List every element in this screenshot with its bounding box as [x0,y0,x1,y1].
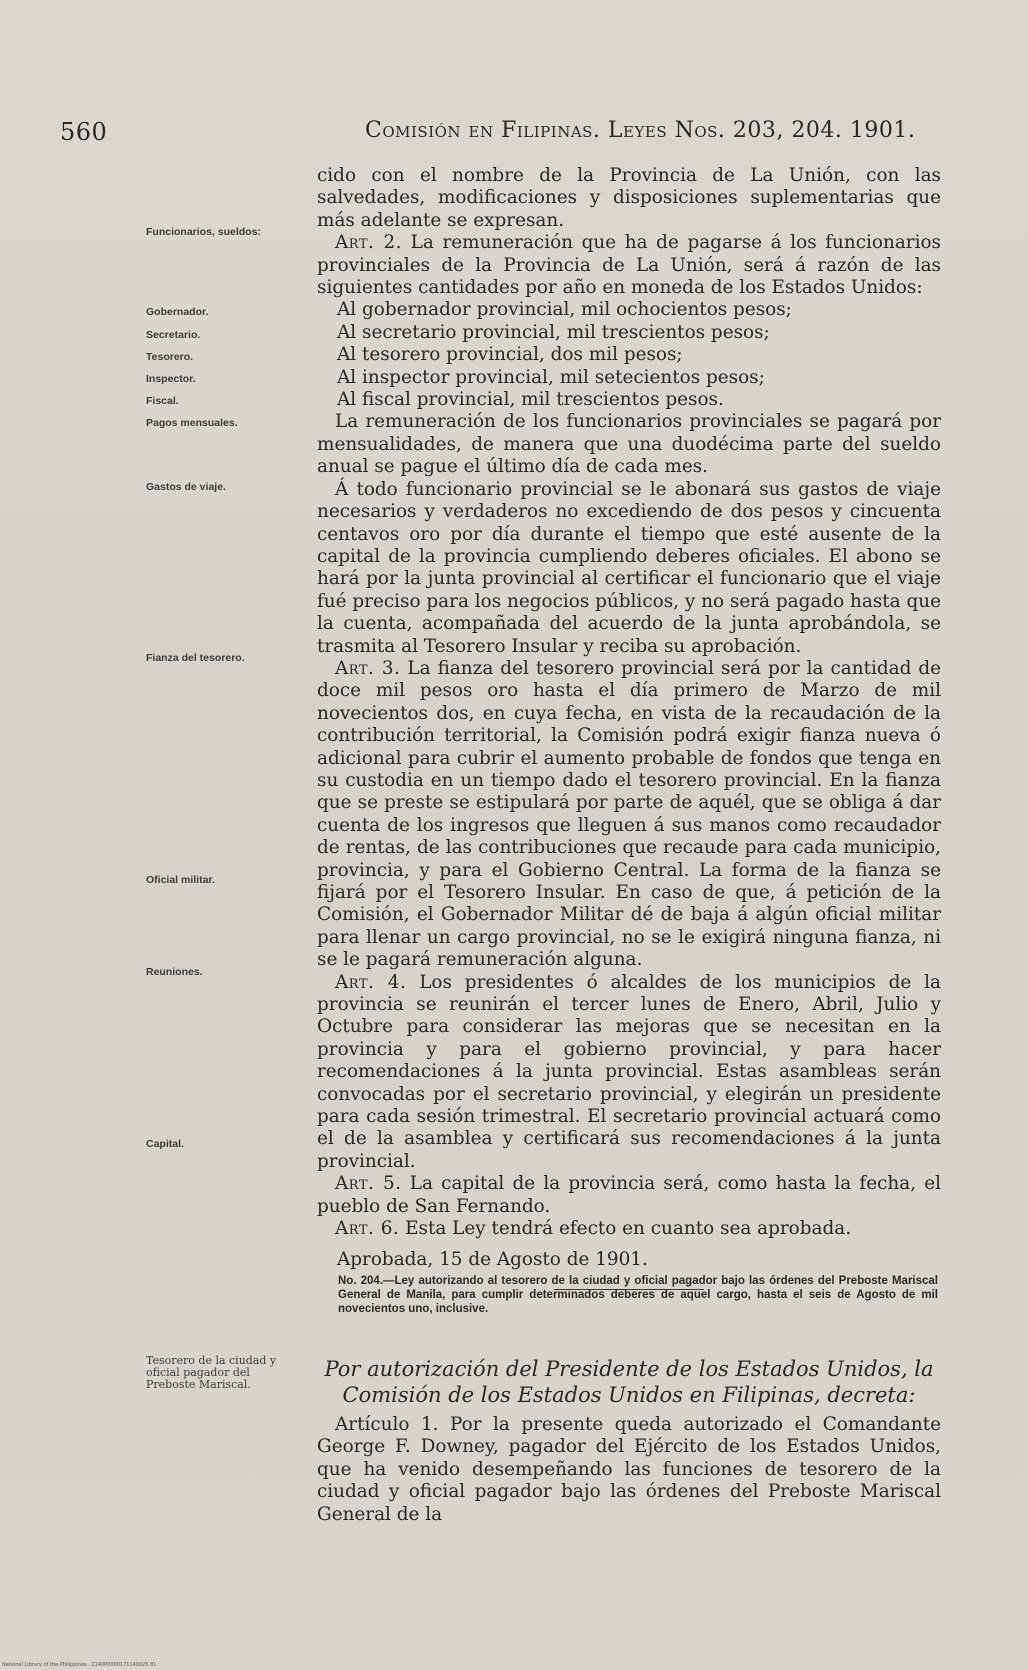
sidenote-inspector: Inspector. [146,373,196,385]
salary-secretario: Al secretario provincial, mil trescientos pesos; [337,321,770,343]
salary-inspector: Al inspector provincial, mil setecientos pesos; [337,366,765,388]
sidenote-funcionarios: Funcionarios, sueldos: [146,226,261,238]
article-5 [317,1173,941,1218]
sidenote-gobernador: Gobernador. [146,306,209,318]
salary-gobernador: Al gobernador provincial, mil ochocientos pesos; [337,299,792,321]
sidenote-capital: Capital. [146,1138,184,1150]
article-3-text: La fianza del tesorero provincial será por la cantidad de doce mil pesos oro hasta el día primero de Marzo de mil novecientos dos, en cuya fecha, en vista de la recaudación de la contribución territorial, la Comisión podrá exigir fianza nueva ó adicional para cubrir el aumento probable de fondos que tenga en su custodia en un tiempo dado el tesorero provincial. En la fianza que se preste se estipulará por parte de aquél, que se obliga á dar cuenta de los ingresos que lleguen á sus manos como recaudador de rentas, de las contribuciones que recaude para cada municipio, provincia, y para el Gobierno Central. La forma de la fianza se fijará por el Tesorero Insular. En caso de que, á petición de la Comisión, el Gobernador Militar dé de baja á algún oficial militar para llenar un cargo provincial, no se le exigirá ninguna fianza, ni se le pagará remuneración alguna. [317,657,941,971]
article-1-label: Artículo 1. [335,1414,439,1435]
travel-expenses-paragraph: Á todo funcionario provincial se le abonará sus gastos de viaje necesarios y verdaderos no excediendo de dos pesos y cincuenta centavos oro por día durante el tiempo que esté ausente de la capital de la provincia cumpliendo deberes oficiales. El abono se hará por la junta provincial al certificar el funcionario que el viaje fué preciso para los negocios públicos, y no será pagado hasta que la cuenta, acompañada del acuerdo de la junta aprobándola, se trasmita al Tesorero Insular y reciba su aprobación. [317,478,941,657]
salary-fiscal: Al fiscal provincial, mil trescientos pesos. [337,389,724,411]
sidenote-pagos: Pagos mensuales. [146,417,238,429]
sidenote-fianza: Fianza del tesorero. [146,652,245,664]
salary-tesorero: Al tesorero provincial, dos mil pesos; [337,344,683,366]
article-6-text: Esta Ley tendrá efecto en cuanto sea aprobada. [405,1218,852,1240]
sidenote-oficial: Oficial militar. [146,874,215,886]
article-6-label: Art. 6. [335,1218,400,1240]
scan-footer: National Library of the Philippines · 2140P0000171140025 81 [2,1662,157,1668]
page-header [60,118,918,152]
article-4 [317,972,941,1174]
act-204-article-1 [317,1414,941,1526]
article-2 [317,232,941,299]
sidenote-tesorero: Tesorero. [146,351,194,363]
article-6 [317,1218,941,1240]
sidenote-reuniones: Reuniones. [146,966,203,978]
article-1-text: Por la presente queda autorizado el Comandante George F. Downey, pagador del Ejército de los Estados Unidos, que ha venido desempeñando las funciones de tesorero de la ciudad y oficial pagador bajo las órdenes del Preboste Mariscal General de la [317,1414,941,1525]
article-2-label: Art. 2. [335,232,403,254]
continuation-paragraph: cido con el nombre de la Provincia de La Unión, con las salvedades, modificaciones y disposiciones suplementarias que más adelante se expresan. [317,165,941,231]
article-5-label: Art. 5. [335,1173,402,1195]
act-204-heading: No. 204.—Ley autorizando al tesorero de la ciudad y oficial pagador bajo las órdenes del Preboste Mariscal General de Manila, para cumplir determinados deberes de aquel cargo, hasta el seis de Agosto de mil novecientos uno, inclusive. [338,1275,938,1315]
article-3 [317,658,941,972]
article-3-label: Art. 3. [335,657,401,679]
sidenote-tesorero-ciudad: Tesorero de la ciudad y oficial pagador del Preboste Mariscal. [146,1354,277,1391]
article-2-text: La remuneración que ha de pagarse á los funcionarios provinciales de la Provincia de La Unión, será á razón de las siguientes cantidades por año en moneda de los Estados Unidos: [317,232,941,299]
sidenote-gastos: Gastos de viaje. [146,481,226,493]
approval-date: Aprobada, 15 de Agosto de 1901. [337,1248,648,1270]
sidenote-secretario: Secretario. [146,329,201,341]
running-head: Comisión en Filipinas. Leyes Nos. 203, 204. 1901. [365,118,916,143]
monthly-payments-paragraph: La remuneración de los funcionarios provinciales se pagará por mensualidades, de manera que una duodécima parte del sueldo anual se pague el último día de cada mes. [317,411,941,478]
main-text [317,165,941,1290]
act-204-preamble: Por autorización del Presidente de los Estados Unidos, la Comisión de los Estados Unidos en Filipinas, decreta: [324,1357,934,1407]
article-4-text: Los presidentes ó alcaldes de los municipios de la provincia se reunirán el tercer lunes de Enero, Abril, Julio y Octubre para considerar las mejoras que se necesitan en la provincia y para el gobierno provincial, y para hacer recomendaciones á la junta provincial. Estas asambleas serán convocadas por el secretario provincial, y elegirán un presidente para cada sesión trimestral. El secretario provincial actuará como el de la asamblea y certificará sus recomendaciones á la junta provincial. [317,971,942,1172]
page-number: 560 [60,118,108,146]
article-4-label: Art. 4. [335,971,407,993]
sidenote-fiscal: Fiscal. [146,395,179,407]
article-5-text: La capital de la provincia será, como hasta la fecha, el pueblo de San Fernando. [317,1173,941,1217]
